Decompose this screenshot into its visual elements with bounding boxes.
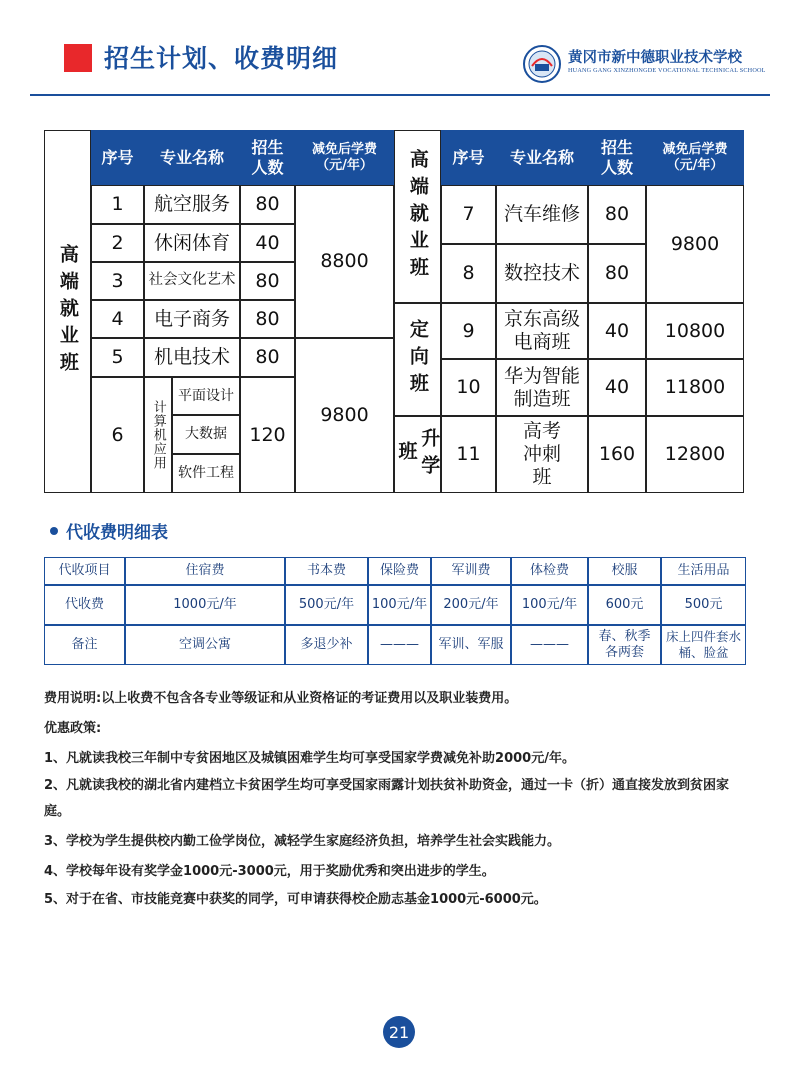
fee-cell: 500元 [661, 585, 746, 625]
row-seq: 4 [91, 300, 144, 338]
school-emblem-icon [522, 44, 562, 84]
row-fee: 10800 [646, 303, 744, 359]
row-major: 华为智能制造班 [496, 359, 588, 416]
fee-cell: 军训、军服 [431, 625, 511, 665]
row-major: 高考冲刺班 [496, 416, 588, 493]
header-seq: 序号 [441, 130, 496, 185]
row-seq: 7 [441, 185, 496, 244]
fee-col-header: 代收项目 [44, 557, 125, 585]
fee-cell: 600元 [588, 585, 661, 625]
header-major: 专业名称 [496, 130, 588, 185]
fee-cell: 100元/年 [368, 585, 431, 625]
fee-cell: 春、秋季各两套 [588, 625, 661, 665]
header-enroll: 招生人数 [240, 130, 295, 185]
fee-col-header: 住宿费 [125, 557, 285, 585]
row-seq: 10 [441, 359, 496, 416]
page-number: 21 [383, 1016, 415, 1048]
fee-merged-b: 9800 [295, 338, 394, 493]
row6-sub-major: 大数据 [172, 415, 240, 454]
header-fee: 减免后学费（元/年） [295, 130, 394, 185]
policy-item: 2、凡就读我校的湖北省内建档立卡贫困学生均可享受国家雨露计划扶贫补助资金，通过一卡（折）通直接发放到贫困家庭。 [44, 778, 730, 819]
row-major: 社会文化艺术 [144, 262, 240, 300]
school-name-en: HUANG GANG XINZHONGDE VOCATIONAL TECHNICAL SCHOOL [568, 67, 766, 74]
fee-col-header: 校服 [588, 557, 661, 585]
row-enroll: 80 [240, 300, 295, 338]
fee-cell: 备注 [44, 625, 125, 665]
row-enroll: 80 [240, 338, 295, 377]
fee-cell: 空调公寓 [125, 625, 285, 665]
section-bullet [50, 527, 58, 535]
header-seq: 序号 [91, 130, 144, 185]
fee-cell: 床上四件套水桶、脸盆 [661, 625, 746, 665]
fee-description: 费用说明:以上收费不包含各专业等级证和从业资格证的考证费用以及职业装费用。 [44, 691, 518, 706]
row-enroll: 80 [588, 244, 646, 303]
group-label-upgrade: 升学班 [394, 416, 441, 493]
policy-item: 5、对于在省、市技能竞赛中获奖的同学，可申请获得校企励志基金1000元-6000元。 [44, 892, 547, 907]
row-major: 汽车维修 [496, 185, 588, 244]
page-title: 招生计划、收费明细 [104, 44, 339, 73]
row-major: 机电技术 [144, 338, 240, 377]
row-major: 电子商务 [144, 300, 240, 338]
row-enroll: 80 [240, 185, 295, 224]
group-label-high-end-left: 高端就业班 [44, 130, 91, 493]
row-fee: 12800 [646, 416, 744, 493]
fee-cell: ——— [368, 625, 431, 665]
fee-merged-right: 9800 [646, 185, 744, 303]
fee-cell: 500元/年 [285, 585, 368, 625]
fee-col-header: 军训费 [431, 557, 511, 585]
row-enroll: 80 [240, 262, 295, 300]
fees-section-title: 代收费明细表 [66, 523, 168, 543]
school-name-cn: 黄冈市新中德职业技术学校 [568, 49, 742, 66]
fee-cell: ——— [511, 625, 588, 665]
header-divider [30, 94, 770, 96]
row-seq: 9 [441, 303, 496, 359]
fee-col-header: 书本费 [285, 557, 368, 585]
row-major: 航空服务 [144, 185, 240, 224]
group-label-high-end-right: 高端就业班 [394, 130, 441, 303]
policy-item: 1、凡就读我校三年制中专贫困地区及城镇困难学生均可享受国家学费减免补助2000元/年。 [44, 751, 575, 766]
row-major: 数控技术 [496, 244, 588, 303]
row-seq: 3 [91, 262, 144, 300]
row-enroll: 40 [588, 303, 646, 359]
row-seq: 11 [441, 416, 496, 493]
row-seq: 5 [91, 338, 144, 377]
row-seq: 8 [441, 244, 496, 303]
row-major: 休闲体育 [144, 224, 240, 262]
row-seq: 1 [91, 185, 144, 224]
row6-sub-major: 平面设计 [172, 377, 240, 415]
header-red-square [64, 44, 92, 72]
header-fee: 减免后学费（元/年） [646, 130, 744, 185]
row-enroll: 160 [588, 416, 646, 493]
fee-col-header: 体检费 [511, 557, 588, 585]
row-seq: 6 [91, 377, 144, 493]
row6-group-label: 计算机应用 [144, 377, 172, 493]
row-major: 京东高级电商班 [496, 303, 588, 359]
policy-item: 4、学校每年设有奖学金1000元-3000元，用于奖励优秀和突出进步的学生。 [44, 864, 495, 879]
fee-cell: 1000元/年 [125, 585, 285, 625]
policy-title: 优惠政策: [44, 721, 102, 736]
policy-item: 3、学校为学生提供校内勤工俭学岗位，减轻学生家庭经济负担，培养学生社会实践能力。 [44, 834, 561, 849]
fee-cell: 100元/年 [511, 585, 588, 625]
fee-cell: 200元/年 [431, 585, 511, 625]
fee-cell: 代收费 [44, 585, 125, 625]
row-enroll: 40 [240, 224, 295, 262]
row-enroll: 40 [588, 359, 646, 416]
row-enroll: 120 [240, 377, 295, 493]
row-seq: 2 [91, 224, 144, 262]
row6-sub-major: 软件工程 [172, 454, 240, 493]
group-label-targeted: 定向班 [394, 303, 441, 416]
fee-merged-a: 8800 [295, 185, 394, 338]
header-enroll: 招生人数 [588, 130, 646, 185]
header-major: 专业名称 [144, 130, 240, 185]
fee-col-header: 生活用品 [661, 557, 746, 585]
row-fee: 11800 [646, 359, 744, 416]
fee-cell: 多退少补 [285, 625, 368, 665]
row-enroll: 80 [588, 185, 646, 244]
fee-col-header: 保险费 [368, 557, 431, 585]
